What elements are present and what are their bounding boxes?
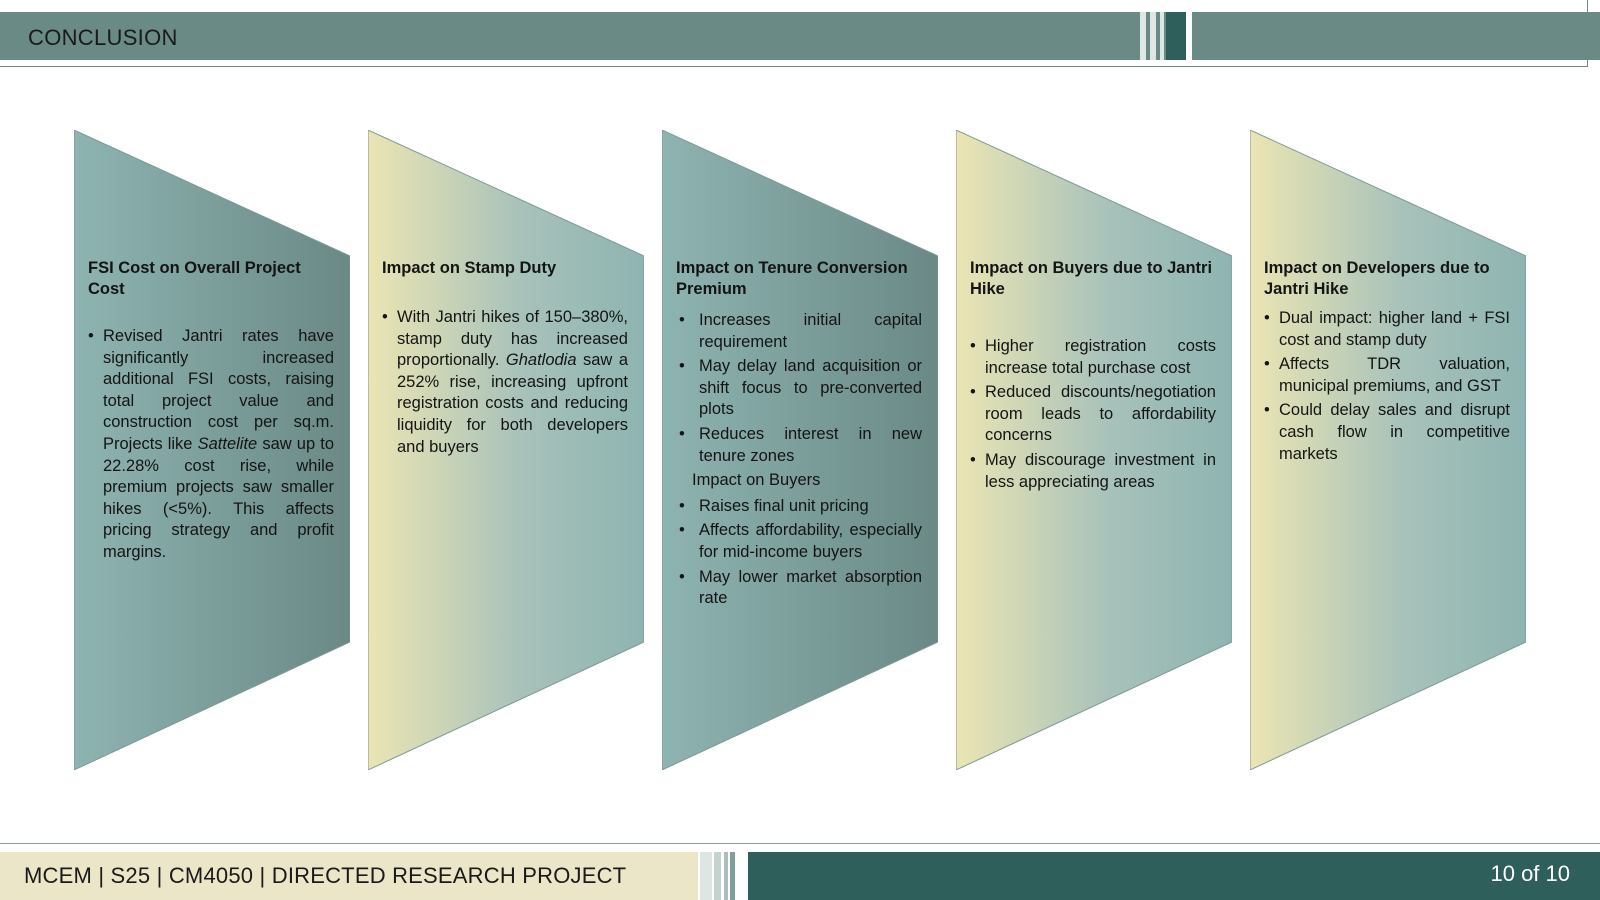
- footer-stripes: [700, 852, 746, 900]
- panel-developers-jantri: [1250, 130, 1526, 770]
- slide-title: CONCLUSION: [28, 25, 178, 50]
- bullet-item: • Higher registration costs increase total purchase cost: [970, 336, 1216, 379]
- italic-place-name: Ghatlodia: [505, 351, 577, 370]
- panel-tenure-conversion: [662, 130, 938, 770]
- bullet-item: • Raises final unit pricing: [676, 496, 922, 518]
- bullet-list-buyers: [676, 496, 922, 610]
- header-bar: [0, 12, 1600, 60]
- bullet-item: • May lower market absorption rate: [676, 567, 922, 610]
- footer-right-bar: [748, 852, 1600, 900]
- panel-title: Impact on Buyers due to Jantri Hike: [970, 259, 1213, 298]
- bullet-item: • Increases initial capital requirement: [676, 310, 922, 353]
- page-number: 10 of 10: [1490, 861, 1570, 886]
- panel-fsi-cost: [74, 130, 350, 770]
- panel-subheading: Impact on Buyers: [692, 471, 821, 490]
- header-stripes: [1140, 12, 1192, 60]
- bullet-item: • Dual impact: higher land + FSI cost and stamp duty: [1264, 308, 1510, 351]
- footer-course-title: MCEM | S25 | CM4050 | DIRECTED RESEARCH PROJECT: [24, 863, 627, 888]
- header-divider-vertical: [1587, 0, 1588, 67]
- bullet-item: • Reduces interest in new tenure zones: [676, 424, 922, 467]
- bullet-list: [1264, 308, 1510, 465]
- panel-stamp-duty: [368, 130, 644, 770]
- bullet-list: [970, 336, 1216, 493]
- bullet-item: • Affects affordability, especially for mid-income buyers: [676, 520, 922, 563]
- italic-place-name: Sattelite: [197, 434, 258, 453]
- bullet-item: • May discourage investment in less appreciating areas: [970, 450, 1216, 493]
- panel-title: Impact on Tenure Conversion Premium: [676, 259, 908, 298]
- footer-divider: [0, 843, 1600, 844]
- bullet-item: • Affects TDR valuation, municipal premiums, and GST: [1264, 354, 1510, 397]
- panel-title: Impact on Developers due to Jantri Hike: [1264, 259, 1490, 298]
- bullet-item: • Revised Jantri rates have significantly increased additional FSI costs, raising total project value and construction cost per sq.m. Projects like Sattelite saw up to 22.28% cost rise, while premium projects saw smaller hikes (<5%). This affects pricing strategy and profit margins.: [88, 326, 334, 564]
- bullet-list: [88, 326, 334, 564]
- bullet-list: [382, 307, 628, 458]
- bullet-item: • May delay land acquisition or shift focus to pre-converted plots: [676, 356, 922, 421]
- panel-buyers-jantri: [956, 130, 1232, 770]
- bullet-list: [676, 310, 922, 467]
- bullet-item: • With Jantri hikes of 150–380%, stamp duty has increased proportionally. Ghatlodia saw a 252% rise, increasing upfront registration costs and reducing liquidity for both developers and buyers: [382, 307, 628, 458]
- header-divider: [0, 66, 1588, 67]
- panel-title: Impact on Stamp Duty: [382, 259, 557, 277]
- bullet-item: • Reduced discounts/negotiation room leads to affordability concerns: [970, 382, 1216, 447]
- panel-title: FSI Cost on Overall Project Cost: [88, 259, 301, 298]
- bullet-item: • Could delay sales and disrupt cash flow in competitive markets: [1264, 400, 1510, 465]
